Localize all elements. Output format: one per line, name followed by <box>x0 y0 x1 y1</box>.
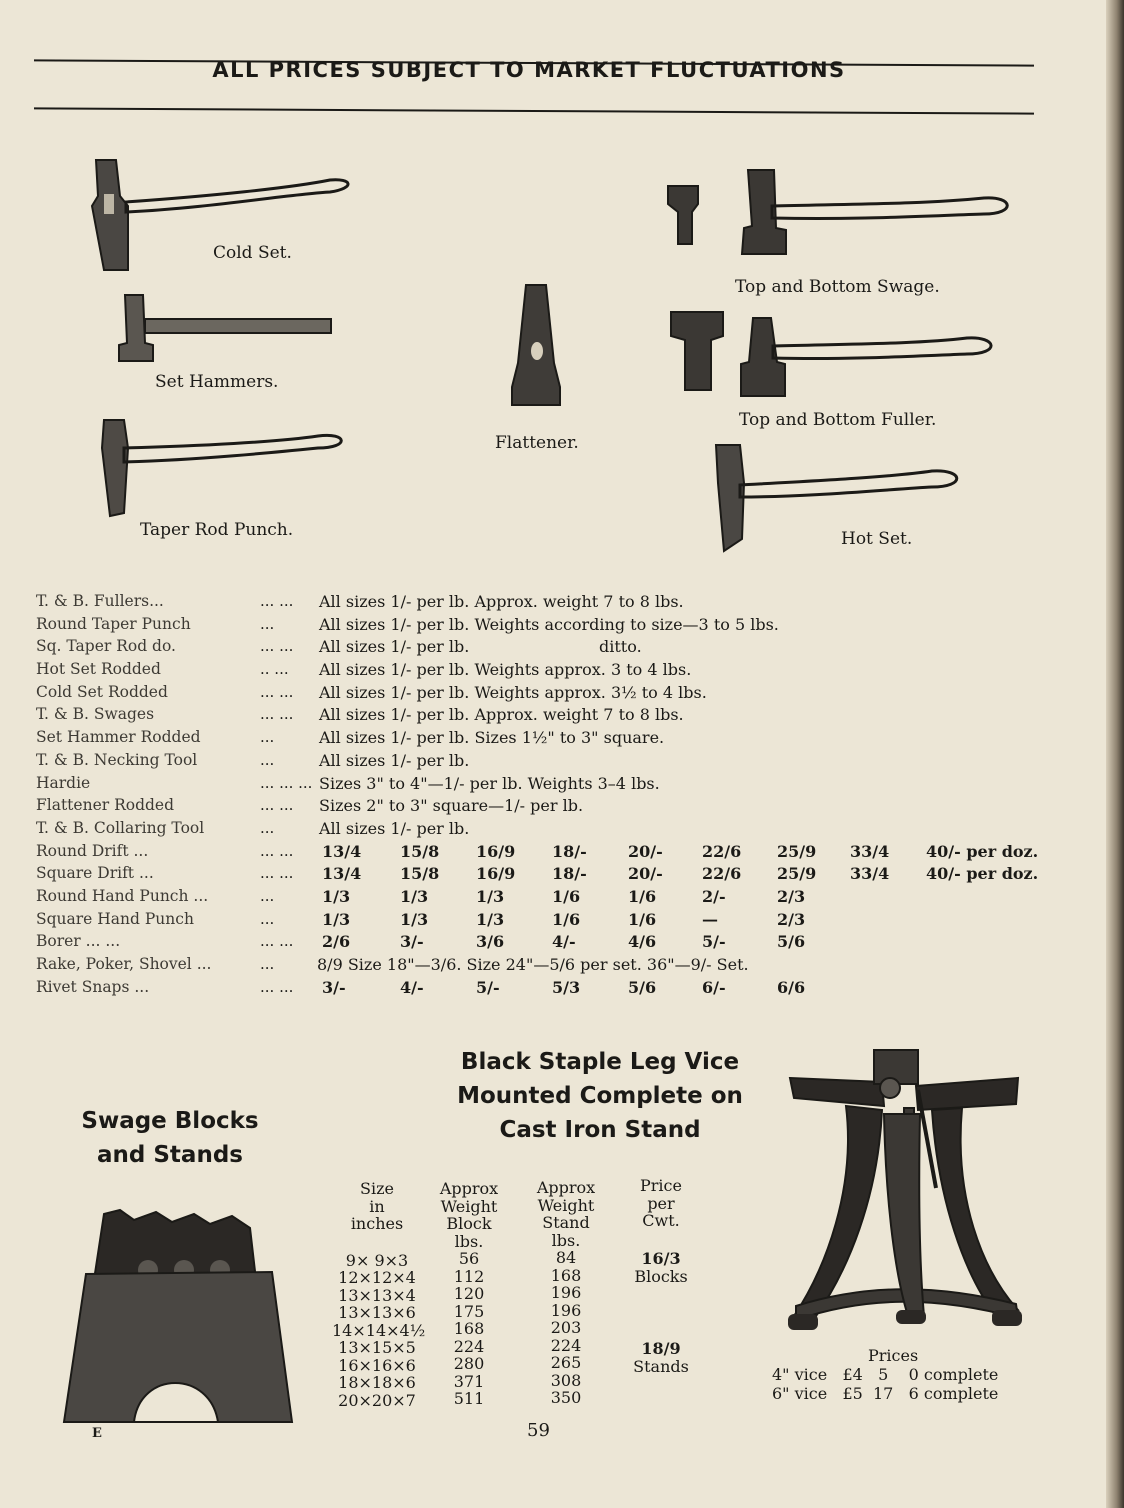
swage-title-line: and Stands <box>97 1142 243 1168</box>
price-cell: 5/- <box>476 977 500 997</box>
item-price: All sizes 1/- per lb. <box>319 750 470 770</box>
price-cell: 40/- per doz. <box>926 841 1039 861</box>
size-header: Size <box>360 1179 394 1198</box>
block-weight: 511 <box>453 1389 485 1408</box>
block-weight: 224 <box>453 1336 485 1356</box>
item-name: Set Hammer Rodded <box>36 728 201 747</box>
stand-weight-column <box>525 1179 607 1407</box>
vice-title <box>420 1045 780 1147</box>
leader-dots: ... ... <box>260 932 294 951</box>
size-column <box>332 1179 426 1410</box>
item-name: Round Hand Punch ... <box>36 886 209 905</box>
stand-weight: 84 <box>555 1248 577 1267</box>
book-spine-edge <box>1106 0 1124 1508</box>
header-bottom-rule <box>34 107 1034 114</box>
leader-dots: ... ... ... <box>260 773 313 792</box>
stand-weight: 196 <box>550 1300 582 1320</box>
item-name: T. & B. Necking Tool <box>36 750 198 769</box>
leader-dots: ... <box>260 614 275 633</box>
block-weight: 120 <box>453 1284 485 1303</box>
price-cell: 15/8 <box>400 841 440 861</box>
set-hammers-caption: Set Hammers. <box>155 372 279 392</box>
price-cell: 6/6 <box>777 977 806 997</box>
block-weight: 56 <box>458 1249 480 1268</box>
set-hammers-illustration <box>117 293 337 368</box>
item-name: Square Hand Punch <box>36 909 194 928</box>
item-price: All sizes 1/- per lb. Weights approx. 3 to 4 lbs. <box>319 660 692 680</box>
price-cell: 15/8 <box>400 864 440 884</box>
block-header: Weight <box>440 1196 498 1216</box>
item-price: All sizes 1/- per lb. Sizes 1½" to 3" square. <box>319 728 665 748</box>
item-price: All sizes 1/- per lb. Approx. weight 7 to 8 lbs. <box>319 705 684 725</box>
blocks-price-value: 16/3 <box>641 1249 681 1268</box>
price-cell: 2/3 <box>777 886 806 906</box>
stand-weight: 168 <box>550 1265 582 1285</box>
price-cell: 22/6 <box>702 864 742 884</box>
size-header: inches <box>350 1214 404 1233</box>
stands-price-value: 18/9 <box>641 1339 681 1358</box>
item-name: Square Drift ... <box>36 864 154 883</box>
vice-prices-label: Prices <box>868 1346 919 1365</box>
top-bottom-swage-illustration <box>664 168 1024 258</box>
hot-set-caption: Hot Set. <box>841 529 913 549</box>
price-cell: 1/3 <box>322 886 351 906</box>
stand-weight: 203 <box>550 1318 582 1337</box>
signature-mark: E <box>92 1426 102 1441</box>
item-name: Sq. Taper Rod do. <box>36 637 176 656</box>
leader-dots: ... <box>260 955 275 973</box>
price-per-cwt-header <box>625 1177 697 1230</box>
stand-header: Approx <box>536 1178 596 1197</box>
vice-price-row: 6" vice £5 17 6 complete <box>772 1384 999 1403</box>
leader-dots: ... ... <box>260 977 294 996</box>
top-bottom-fuller-caption: Top and Bottom Fuller. <box>739 410 937 430</box>
price-header: per <box>647 1193 675 1213</box>
leader-dots: ... ... <box>260 705 294 724</box>
price-cell: 2/3 <box>777 909 806 929</box>
size-value: 16×16×6 <box>338 1355 416 1375</box>
size-value: 13×15×5 <box>338 1338 416 1357</box>
size-value: 18×18×6 <box>338 1373 416 1392</box>
stand-weight: 350 <box>550 1388 582 1407</box>
item-name: Borer ... ... <box>36 932 121 951</box>
price-cell: 33/4 <box>850 864 890 884</box>
price-cell: 25/9 <box>777 841 817 861</box>
stand-weight: 308 <box>550 1370 582 1390</box>
price-cell: 2/6 <box>322 932 351 952</box>
item-name: Rake, Poker, Shovel ... <box>36 955 212 973</box>
item-name: T. & B. Fullers... <box>36 592 164 610</box>
top-bottom-fuller-illustration <box>667 310 1007 400</box>
block-weight: 280 <box>453 1354 485 1373</box>
leader-dots: ... ... <box>260 841 294 860</box>
price-cell: 40/- per doz. <box>926 864 1039 884</box>
block-weight: 112 <box>453 1266 485 1286</box>
size-value: 20×20×7 <box>338 1390 416 1410</box>
cold-set-caption: Cold Set. <box>213 243 292 263</box>
size-value: 13×13×4 <box>338 1285 416 1305</box>
blocks-price <box>625 1250 697 1285</box>
size-header: in <box>369 1196 385 1216</box>
item-price: Sizes 2" to 3" square—1/- per lb. <box>319 796 584 816</box>
price-cell: 5/6 <box>777 932 806 952</box>
page-number: 59 <box>527 1420 550 1441</box>
price-cell: — <box>702 909 718 929</box>
size-value: 12×12×4 <box>338 1268 416 1287</box>
size-value: 9× 9×3 <box>345 1250 409 1270</box>
price-cell: 20/- <box>628 864 663 884</box>
vice-prices <box>772 1346 998 1403</box>
spacer <box>332 1233 422 1252</box>
price-cell: 6/- <box>702 977 726 997</box>
ditto-mark: ditto. <box>599 637 642 657</box>
vice-stand-illustration <box>786 1048 1026 1340</box>
price-cell: 4/- <box>400 977 424 997</box>
price-cell: 20/- <box>628 841 663 861</box>
price-cell: 25/9 <box>777 864 817 884</box>
stand-weight: 196 <box>550 1283 582 1302</box>
price-cell: 5/- <box>702 932 726 952</box>
leader-dots: ... ... <box>260 796 294 815</box>
vice-price-row: 4" vice £4 5 0 complete <box>772 1365 999 1384</box>
leader-dots: ... <box>260 750 275 769</box>
item-price-wrap <box>319 637 642 657</box>
leader-dots: ... ... <box>260 637 294 656</box>
item-price: All sizes 1/- per lb. Approx. weight 7 to 8 lbs. <box>319 592 684 611</box>
price-cell: 18/- <box>552 841 587 861</box>
price-cell: 16/9 <box>476 841 516 861</box>
item-name: T. & B. Collaring Tool <box>36 818 205 837</box>
item-price: Sizes 3" to 4"—1/- per lb. Weights 3–4 lbs. <box>319 773 660 793</box>
price-cell: 5/6 <box>628 977 657 997</box>
stand-header: Weight <box>537 1195 595 1215</box>
vice-title-line: Black Staple Leg Vice <box>460 1049 740 1075</box>
price-cell: 1/6 <box>552 886 581 906</box>
block-header: Approx <box>439 1179 499 1198</box>
item-name: Rivet Snaps ... <box>36 977 150 996</box>
item-name: Round Taper Punch <box>36 614 191 633</box>
item-price: All sizes 1/- per lb. <box>319 818 470 838</box>
item-price: All sizes 1/- per lb. Weights according to size—3 to 5 lbs. <box>319 614 779 634</box>
price-cell: 1/6 <box>628 909 657 929</box>
flattener-caption: Flattener. <box>495 433 579 453</box>
leader-dots: ... ... <box>260 682 294 701</box>
price-cell: 4/- <box>552 932 576 952</box>
block-weight-column <box>428 1180 510 1408</box>
price-cell: 3/- <box>322 977 346 997</box>
swage-block-illustration <box>60 1210 300 1430</box>
blocks-label: Blocks <box>634 1266 688 1286</box>
top-bottom-swage-caption: Top and Bottom Swage. <box>735 277 940 297</box>
swage-blocks-title <box>70 1104 270 1172</box>
price-cell: 2/- <box>702 886 726 906</box>
price-cell: 13/4 <box>322 864 362 884</box>
price-cell: 3/6 <box>476 932 505 952</box>
item-name: Flattener Rodded <box>36 796 175 815</box>
price-cell: 4/6 <box>628 932 657 952</box>
vice-title-line: Cast Iron Stand <box>499 1117 701 1143</box>
stand-weight: 224 <box>550 1335 582 1355</box>
stand-weight: 265 <box>550 1353 582 1372</box>
vice-title-line: Mounted Complete on <box>457 1083 743 1109</box>
price-cell: 1/3 <box>476 886 505 906</box>
price-cell: 1/6 <box>552 909 581 929</box>
price-cell: 1/6 <box>628 886 657 906</box>
size-value: 14×14×4½ <box>332 1320 426 1340</box>
price-cell: 16/9 <box>476 864 516 884</box>
block-header: Block <box>446 1214 492 1233</box>
leader-dots: ... <box>260 728 275 747</box>
leader-dots: ... <box>260 909 275 928</box>
price-cell: 5/3 <box>552 977 581 997</box>
taper-rod-punch-illustration <box>98 418 350 518</box>
price-header: Cwt. <box>642 1211 680 1230</box>
page-header: ALL PRICES SUBJECT TO MARKET FLUCTUATIONS <box>212 58 846 82</box>
price-cell: 22/6 <box>702 841 742 861</box>
stands-price <box>625 1340 697 1375</box>
item-name: Hot Set Rodded <box>36 660 161 679</box>
item-name: T. & B. Swages <box>36 705 155 724</box>
stands-label: Stands <box>633 1356 689 1376</box>
price-cell: 1/3 <box>322 909 351 929</box>
item-price: All sizes 1/- per lb. <box>319 637 470 657</box>
price-cell: 18/- <box>552 864 587 884</box>
item-name: Round Drift ... <box>36 841 149 860</box>
item-price: 8/9 Size 18"—3/6. Size 24"—5/6 per set. 36"—9/- Set. <box>317 955 749 974</box>
swage-title-line: Swage Blocks <box>81 1108 259 1134</box>
item-name: Hardie <box>36 773 91 792</box>
leader-dots: .. ... <box>260 660 289 679</box>
flattener-illustration <box>508 283 568 408</box>
leader-dots: ... ... <box>260 864 294 883</box>
price-cell: 1/3 <box>400 909 429 929</box>
price-cell: 33/4 <box>850 841 890 861</box>
leader-dots: ... <box>260 886 275 905</box>
leader-dots: ... ... <box>260 592 294 610</box>
size-value: 13×13×6 <box>338 1303 416 1322</box>
price-cell: 1/3 <box>400 886 429 906</box>
block-weight: 175 <box>453 1301 485 1321</box>
price-header: Price <box>640 1176 682 1195</box>
leader-dots: ... <box>260 818 275 837</box>
taper-rod-punch-caption: Taper Rod Punch. <box>140 520 294 540</box>
price-cell: 1/3 <box>476 909 505 929</box>
block-weight: 168 <box>453 1319 485 1338</box>
item-price: All sizes 1/- per lb. Weights approx. 3½ to 4 lbs. <box>319 682 707 702</box>
price-cell: 13/4 <box>322 841 362 861</box>
stand-header: lbs. <box>551 1230 581 1250</box>
block-header: lbs. <box>454 1231 484 1251</box>
price-cell: 3/- <box>400 932 424 952</box>
block-weight: 371 <box>453 1371 485 1391</box>
stand-header: Stand <box>542 1213 590 1232</box>
item-name: Cold Set Rodded <box>36 682 168 701</box>
